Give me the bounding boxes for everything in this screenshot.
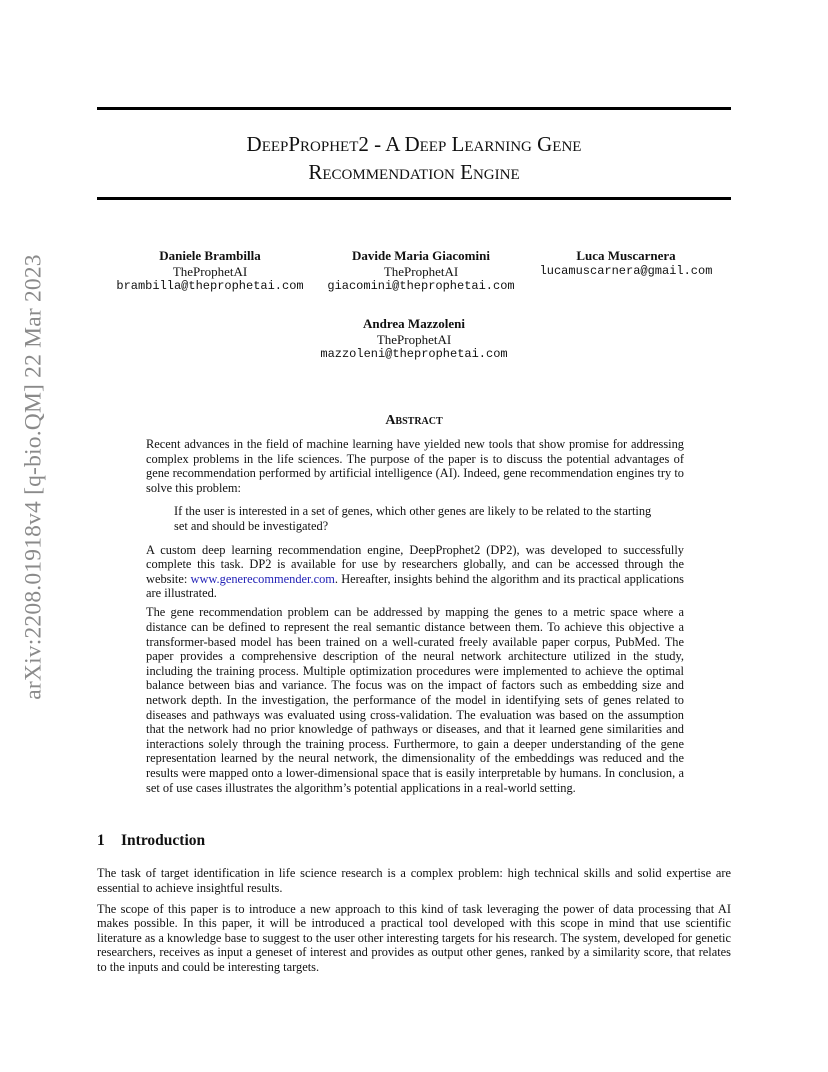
abstract-paragraph: A custom deep learning recommendation engine, DeepProphet2 (DP2), was developed to successfully complete this task. DP2 is available for use by researchers globally, and can be accessed through the website: www.generecommender.com. Hereafter, insights behind the algorithm and its practical applications are illustrated. <box>146 542 685 601</box>
author-email[interactable]: lucamuscarnera@gmail.com <box>539 263 713 278</box>
section-body <box>97 866 731 981</box>
title-line-1: DeepProphet2 - A Deep Learning Gene <box>246 132 582 156</box>
generecommender-link[interactable]: www.generecommender.com <box>190 571 335 586</box>
arxiv-sidebar <box>20 254 47 700</box>
body-paragraph: The task of target identification in life science research is a complex problem: high technical skills and solid expertise are essential to achieve insightful results. <box>97 866 731 895</box>
section-title: Introduction <box>121 832 206 849</box>
author-email[interactable]: giacomini@theprophetai.com <box>327 279 515 293</box>
abstract-paragraph: Recent advances in the field of machine learning have yielded new tools that show promise for addressing complex problems in the life sciences. The purpose of the paper is to discuss the potential advantages of gene recommendation performed by artificial intelligence (AI). Indeed, gene recommendation engines try to solve this problem: <box>146 437 684 495</box>
title-bottom-rule <box>97 197 731 200</box>
title-line-2: Recommendation Engine <box>308 160 520 184</box>
author-name: Andrea Mazzoleni <box>363 316 465 331</box>
body-paragraph: The scope of this paper is to introduce a new approach to this kind of task leveraging the power of data processing that AI makes possible. In this paper, it will be introduced a practical tool developed with this scope in mind that use scientific literature as a knowledge base to suggest to the user other interesting targets for his research. The system, developed for genetic researchers, receives as input a geneset of interest and provides as output other genes, ranked by a similarity score, that relates to the inputs and could be interesting targets. <box>97 901 731 975</box>
author-block <box>107 248 313 295</box>
abstract-heading: Abstract <box>385 413 443 428</box>
author-name: Daniele Brambilla <box>159 248 261 263</box>
author-name: Davide Maria Giacomini <box>352 248 490 263</box>
abstract-paragraph: The gene recommendation problem can be addressed by mapping the genes to a metric space where a distance can be defined to represent the real semantic distance between them. To achieve this objective a transformer-based model has been trained on a well-curated freely available paper corpus, PubMed. The paper provides a comprehensive description of the neural network architecture utilized in the study, including the training process. Multiple optimization procedures were implemented to achieve the optimal balance between bias and variance. The focus was on the impact of factors such as embedding size and network depth. In the investigation, the performance of the model in identifying sets of genes related to diseases and pathways was evaluated using cross-validation. The evaluation was based on the assumption that the network had no prior knowledge of pathways or diseases, and that it learned gene similarities and interactions solely through the training process. Furthermore, to gain a deeper understanding of the gene representation learned by the neural network, the dimensionality of the embeddings was reduced and the results were mapped onto a lower-dimensional space that is easily interpretable by humans. In conclusion, a set of use cases illustrates the algorithm’s potential applications in a real-world setting. <box>146 605 684 795</box>
author-affiliation: TheProphetAI <box>172 263 248 279</box>
author-affiliation: TheProphetAI <box>376 331 452 347</box>
author-block <box>316 248 526 295</box>
section-heading <box>97 832 205 850</box>
section-number: 1 <box>97 832 105 849</box>
paper-title <box>97 130 731 186</box>
author-block <box>530 248 722 279</box>
author-name: Luca Muscarnera <box>576 248 676 263</box>
author-block <box>310 316 518 363</box>
abstract <box>146 437 684 800</box>
author-affiliation: TheProphetAI <box>383 263 459 279</box>
author-email[interactable]: mazzoleni@theprophetai.com <box>320 347 508 361</box>
title-top-rule <box>97 107 731 110</box>
arxiv-identifier: arXiv:2208.01918v4 [q-bio.QM] 22 Mar 2023 <box>20 254 47 700</box>
author-email[interactable]: brambilla@theprophetai.com <box>116 279 304 293</box>
abstract-quote: If the user is interested in a set of genes, which other genes are likely to be related to the starting set and should be investigated? <box>174 504 652 533</box>
